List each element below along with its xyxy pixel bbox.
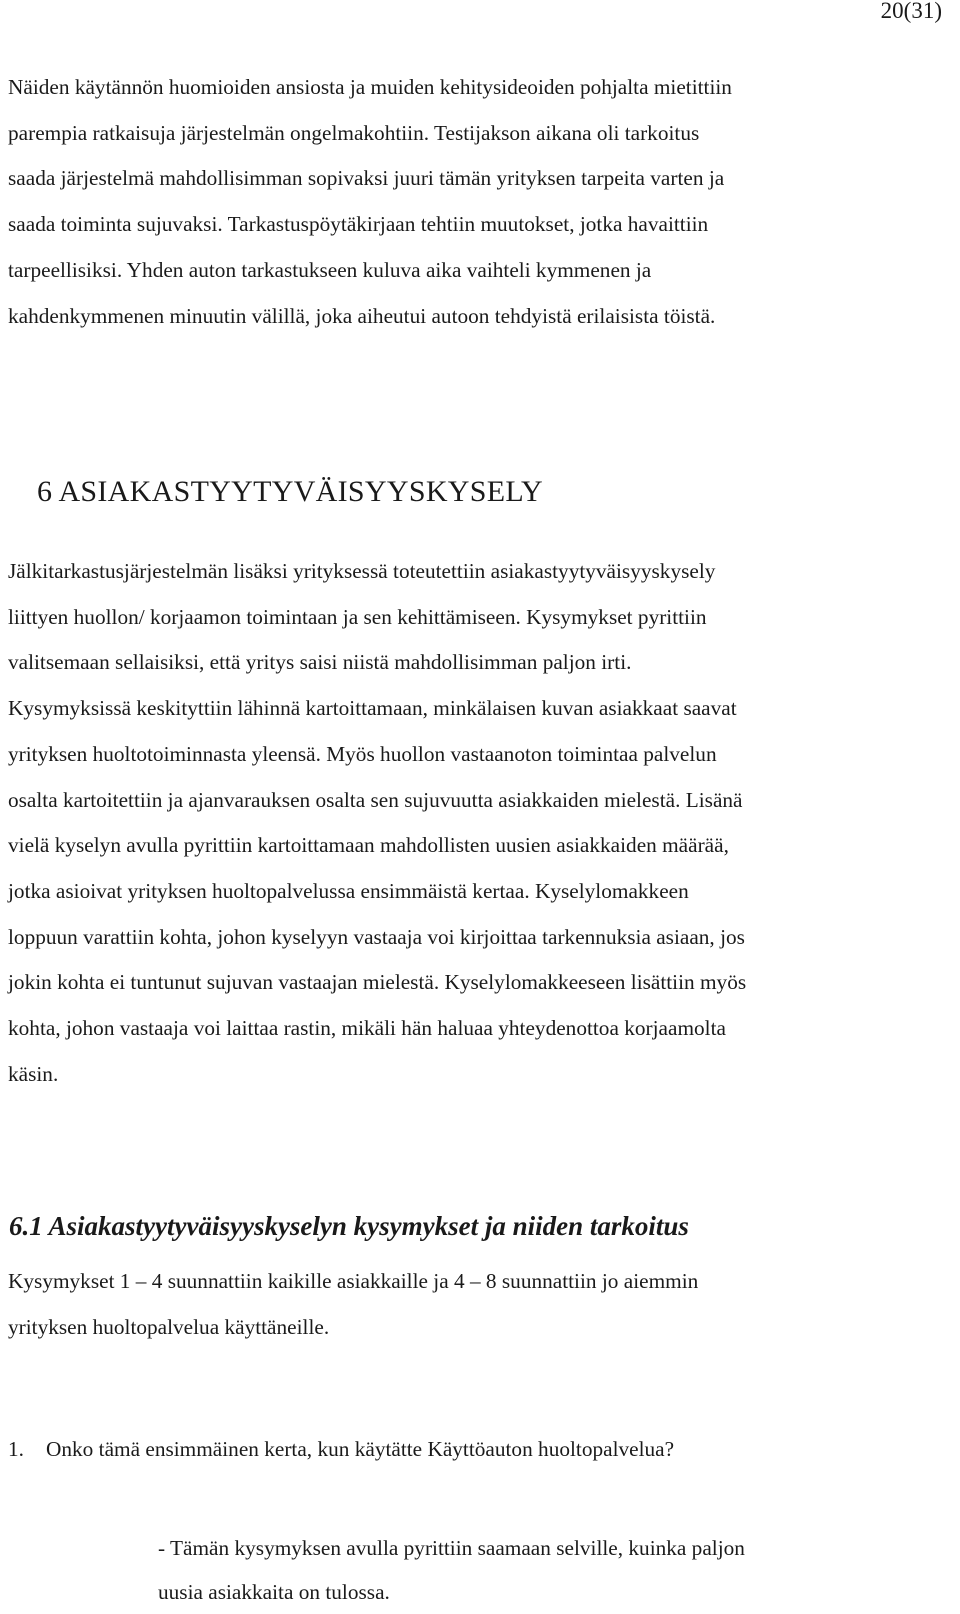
text-line: valitsemaan sellaisiksi, että yritys saisi niistä mahdollisimman paljon irti.: [8, 650, 632, 675]
text-line: Jälkitarkastusjärjestelmän lisäksi yrityksessä toteutettiin asiakastyytyväisyyskysely: [8, 559, 716, 583]
text-line: vielä kyselyn avulla pyrittiin kartoittamaan mahdollisten uusien asiakkaiden määrää,: [8, 833, 729, 858]
text-line: Kysymyksissä keskityttiin lähinnä kartoittamaan, minkälaisen kuvan asiakkaat saavat: [8, 696, 737, 721]
body-paragraph-3: [8, 1259, 948, 1350]
text-line: saada järjestelmä mahdollisimman sopivaksi juuri tämän yrityksen tarpeita varten ja: [8, 166, 725, 191]
list-number: 1.: [8, 1437, 24, 1461]
text-line: yrityksen huoltotoiminnasta yleensä. Myös huollon vastaanoton toimintaa palvelun: [8, 741, 717, 766]
text-line: uusia asiakkaita on tulossa.: [158, 1580, 390, 1604]
text-line: osalta kartoitettiin ja ajanvarauksen osalta sen sujuvuutta asiakkaiden mielestä. Lisänä: [8, 787, 743, 812]
text-line: parempia ratkaisuja järjestelmän ongelmakohtiin. Testijakson aikana oli tarkoitus: [8, 120, 700, 145]
text-line: käsin.: [8, 1061, 59, 1086]
text-line: Kysymykset 1 – 4 suunnattiin kaikille asiakkaille ja 4 – 8 suunnattiin jo aiemmin: [8, 1269, 699, 1293]
page-number: 20(31): [880, 0, 942, 23]
text-line: jokin kohta ei tuntunut sujuvan vastaajan mielestä. Kyselylomakkeeseen lisättiin myös: [8, 970, 747, 995]
text-line: yrityksen huoltopalvelua käyttäneille.: [8, 1314, 330, 1339]
body-paragraph-2: [8, 549, 948, 1097]
numbered-list-item: [8, 1434, 674, 1464]
text-line: tarpeellisiksi. Yhden auton tarkastukseen kuluva aika vaihteli kymmenen ja: [8, 257, 652, 282]
text-line: - Tämän kysymyksen avulla pyrittiin saamaan selville, kuinka paljon: [158, 1536, 745, 1560]
text-line: loppuun varattiin kohta, johon kyselyyn vastaaja voi kirjoittaa tarkennuksia asiaan, jos: [8, 924, 745, 949]
text-line: jotka asioivat yrityksen huoltopalvelussa ensimmäistä kertaa. Kyselylomakkeen: [8, 878, 689, 903]
list-item-text: Onko tämä ensimmäinen kerta, kun käytätte Käyttöauton huoltopalvelua?: [46, 1437, 675, 1461]
text-line: Näiden käytännön huomioiden ansiosta ja muiden kehitysideoiden pohjalta mietittiin: [8, 75, 732, 99]
subsection-heading: 6.1 Asiakastyytyväisyyskyselyn kysymykset ja niiden tarkoitus: [9, 1211, 689, 1241]
section-heading: 6 ASIAKASTYYTYVÄISYYSKYSELY: [37, 475, 543, 508]
body-paragraph-1: [8, 65, 948, 339]
text-line: kahdenkymmenen minuutin välillä, joka aiheutui autoon tehdyistä erilaisista töistä.: [8, 303, 716, 328]
text-line: saada toiminta sujuvaksi. Tarkastuspöytäkirjaan tehtiin muutokset, jotka havaittiin: [8, 212, 709, 237]
text-line: liittyen huollon/ korjaamon toimintaan ja sen kehittämiseen. Kysymykset pyrittiin: [8, 604, 707, 629]
text-line: kohta, johon vastaaja voi laittaa rastin, mikäli hän haluaa yhteydenottoa korjaamolta: [8, 1016, 726, 1041]
list-sub-item: [158, 1526, 745, 1614]
